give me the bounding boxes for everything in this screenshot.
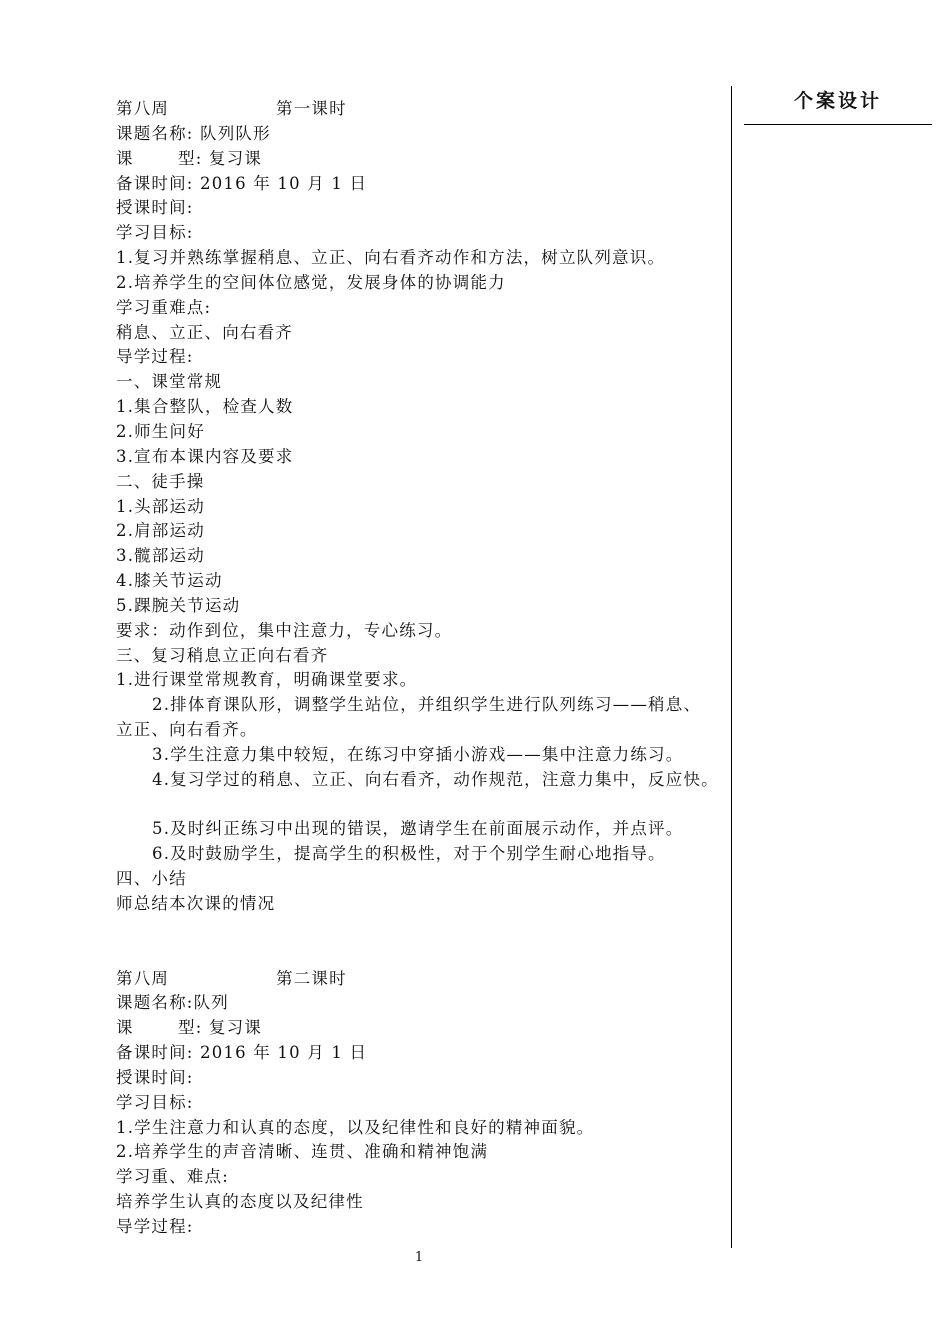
lesson1-key-label: 学习重难点: bbox=[116, 297, 212, 317]
lesson1-topic-label: 课题名称: bbox=[116, 123, 194, 143]
lesson1-section2: 二、徒手操 bbox=[116, 471, 205, 491]
blank-line bbox=[116, 793, 728, 818]
lesson2-prep-time: 备课时间: 2016 年 10 月 1 日 bbox=[116, 1043, 368, 1063]
lesson2-goals-label: 学习目标: bbox=[116, 1092, 194, 1112]
lesson1-section3-item-5: 5.及时纠正练习中出现的错误，邀请学生在前面展示动作，并点评。 bbox=[152, 819, 684, 839]
lesson2-teach-time: 授课时间: bbox=[116, 1067, 194, 1087]
lesson2-topic: 队列 bbox=[193, 993, 229, 1013]
lesson1-section1-item-3: 3.宣布本课内容及要求 bbox=[116, 446, 294, 466]
lesson1-section1-item-2: 2.师生问好 bbox=[116, 421, 205, 441]
lesson2-header bbox=[116, 967, 728, 992]
lesson2-week: 第八周 bbox=[116, 968, 170, 988]
lesson1-requirement: 要求：动作到位，集中注意力，专心练习。 bbox=[116, 620, 453, 640]
lesson2-goal-2: 2.培养学生的声音清晰、连贯、准确和精神饱满 bbox=[116, 1142, 489, 1162]
lesson1-process-label: 导学过程: bbox=[116, 347, 194, 367]
lesson2-type-label-b: 型: bbox=[178, 1018, 203, 1038]
lesson1-section1-item-1: 1.集合整队，检查人数 bbox=[116, 397, 294, 417]
lesson1-goal-2: 2.培养学生的空间体位感觉，发展身体的协调能力 bbox=[116, 272, 506, 292]
lesson1-prep-time: 备课时间: 2016 年 10 月 1 日 bbox=[116, 173, 368, 193]
lesson2-type-label-a: 课 bbox=[116, 1018, 134, 1038]
lesson2-key: 培养学生认真的态度以及纪律性 bbox=[116, 1192, 364, 1212]
lesson1-goal-1: 1.复习并熟练掌握稍息、立正、向右看齐动作和方法，树立队列意识。 bbox=[116, 248, 666, 268]
lesson2-type: 复习课 bbox=[208, 1018, 263, 1038]
lesson1-type-line bbox=[116, 147, 728, 172]
lesson1-section3-item-6: 6.及时鼓励学生，提高学生的积极性，对于个别学生耐心地指导。 bbox=[152, 844, 666, 864]
lesson1-goals-label: 学习目标: bbox=[116, 223, 194, 243]
lesson1-section2-item-2: 2.肩部运动 bbox=[116, 521, 205, 541]
lesson1-section3-item-3: 3.学生注意力集中较短，在练习中穿插小游戏——集中注意力练习。 bbox=[152, 744, 684, 764]
blank-gap bbox=[116, 917, 728, 967]
lesson1-section3-item-2b: 立正、向右看齐。 bbox=[116, 720, 258, 740]
lesson1-summary: 师总结本次课的情况 bbox=[116, 894, 276, 913]
lesson1-topic: 队列队形 bbox=[200, 123, 271, 143]
lesson2-key-label: 学习重、难点: bbox=[116, 1167, 229, 1187]
lesson1-section3-item-2a: 2.排体育课队形，调整学生站位，并组织学生进行队列练习——稍息、 bbox=[152, 695, 702, 715]
lesson-plan-main bbox=[116, 97, 728, 1240]
lesson1-section4: 四、小结 bbox=[116, 869, 187, 889]
page-number: 1 bbox=[414, 1250, 424, 1265]
lesson1-section3-item-1: 1.进行课堂常规教育，明确课堂要求。 bbox=[116, 670, 418, 690]
side-column-title: 个案设计 bbox=[793, 90, 882, 112]
lesson2-topic-line bbox=[116, 991, 728, 1016]
lesson1-type-label-b: 型: bbox=[178, 148, 203, 168]
lesson1-type: 复习课 bbox=[208, 148, 263, 168]
side-title-underline bbox=[744, 124, 932, 125]
lesson1-type-label-a: 课 bbox=[116, 148, 134, 168]
lesson1-section2-item-3: 3.髋部运动 bbox=[116, 546, 205, 566]
lesson2-period: 第二课时 bbox=[276, 968, 347, 988]
lesson1-period: 第一课时 bbox=[276, 99, 347, 118]
lesson1-teach-time: 授课时间: bbox=[116, 198, 194, 218]
lesson1-section2-item-5: 5.踝腕关节运动 bbox=[116, 595, 241, 615]
lesson2-process-label: 导学过程: bbox=[116, 1216, 194, 1236]
lesson1-topic-line bbox=[116, 122, 728, 147]
lesson2-goal-1: 1.学生注意力和认真的态度，以及纪律性和良好的精神面貌。 bbox=[116, 1117, 595, 1137]
lesson1-header bbox=[116, 97, 728, 122]
column-divider bbox=[731, 86, 732, 1248]
lesson1-section3: 三、复习稍息立正向右看齐 bbox=[116, 645, 329, 665]
lesson2-topic-label: 课题名称: bbox=[116, 993, 194, 1013]
lesson1-key: 稍息、立正、向右看齐 bbox=[116, 322, 293, 342]
lesson1-section3-item-4: 4.复习学过的稍息、立正、向右看齐，动作规范，注意力集中，反应快。 bbox=[152, 769, 719, 789]
lesson1-week: 第八周 bbox=[116, 99, 170, 118]
lesson1-section2-item-1: 1.头部运动 bbox=[116, 496, 205, 516]
lesson1-section2-item-4: 4.膝关节运动 bbox=[116, 571, 223, 591]
lesson2-type-line bbox=[116, 1016, 728, 1041]
lesson1-section1: 一、课堂常规 bbox=[116, 372, 223, 392]
